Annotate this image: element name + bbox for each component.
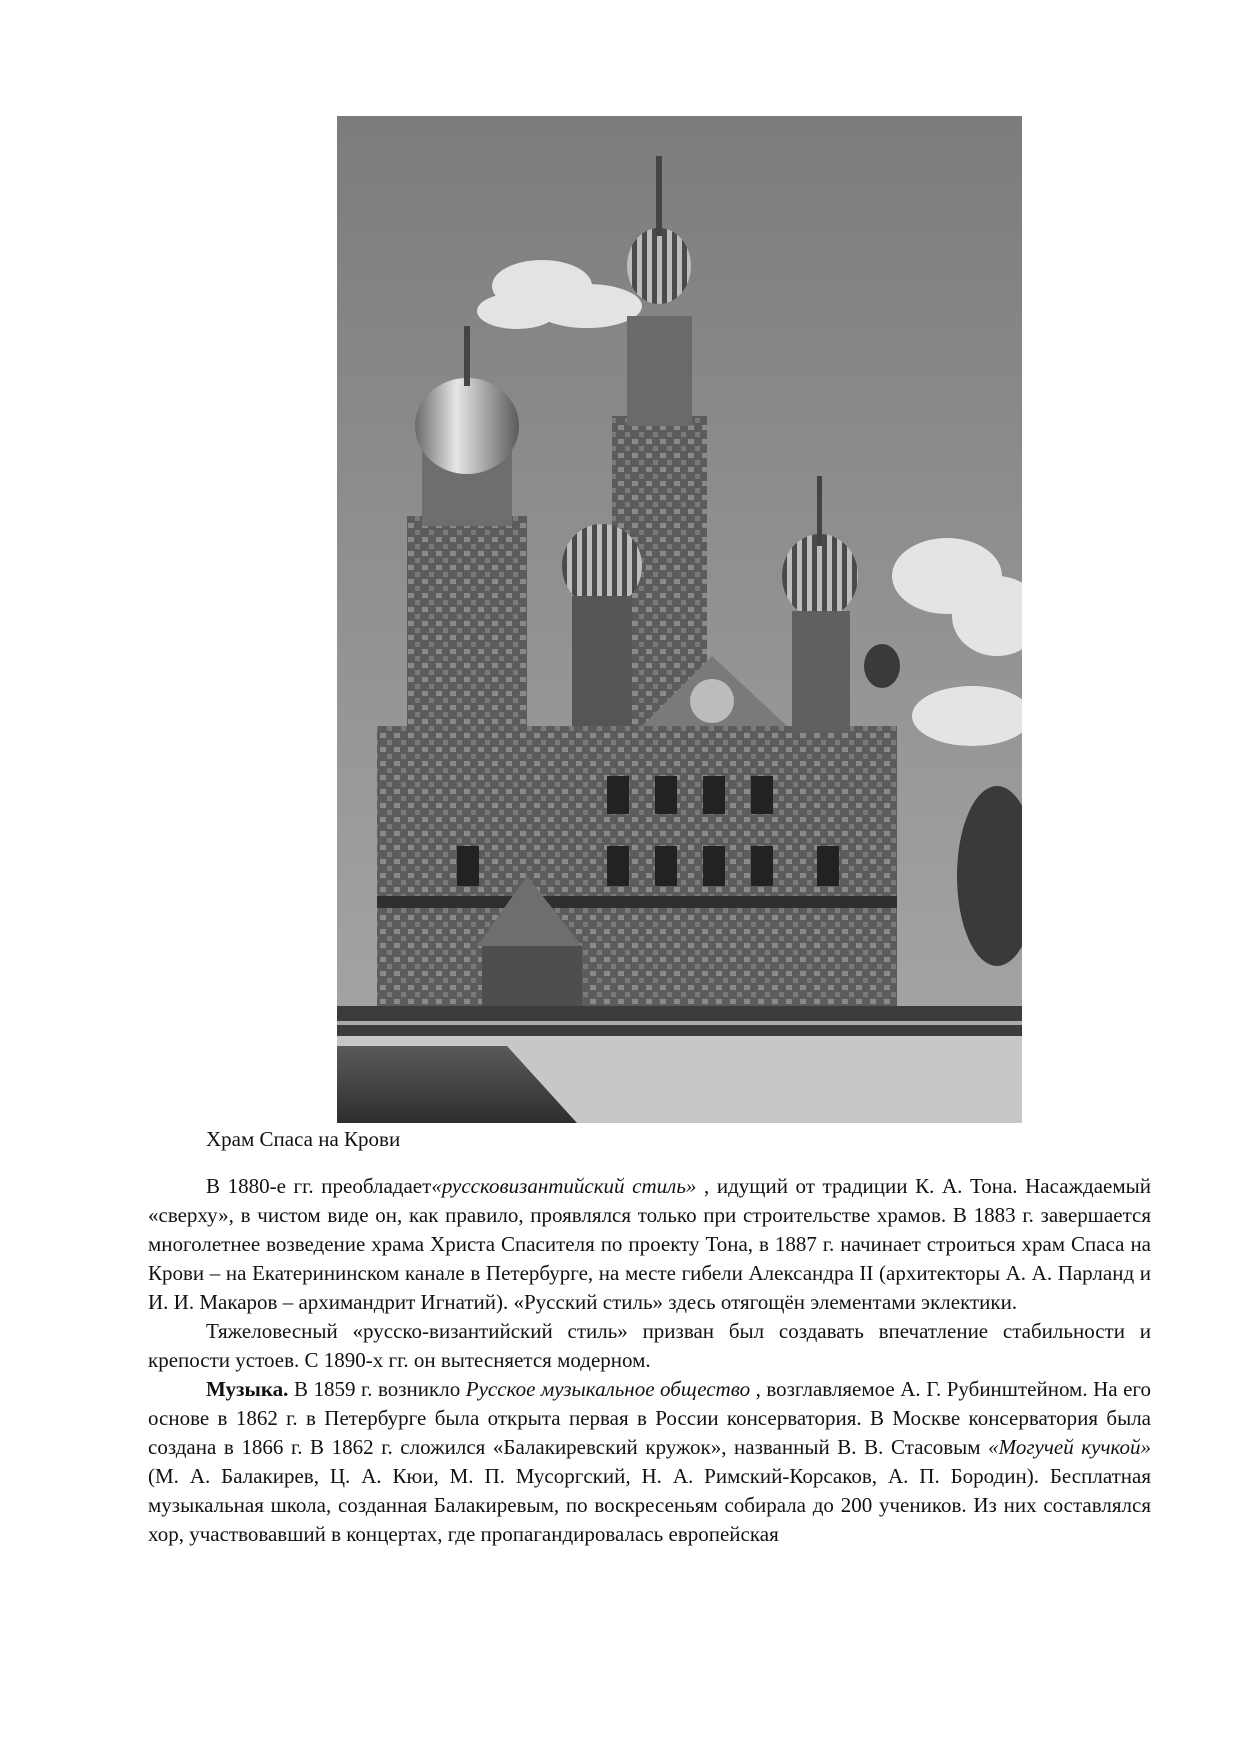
- paragraph-2: [148, 1317, 1151, 1375]
- text-run: Тяжеловесный «русско-византийский стиль» призван был создавать впечатление стабильности и крепости устоев. С 1890-х гг. он вытесняется модерном.: [148, 1319, 1151, 1372]
- text-run: (М. А. Балакирев, Ц. А. Кюи, М. П. Мусоргский, Н. А. Римский-Корсаков, А. П. Бородин). Бесплатная музыкальная школа, созданная Балакиревым, по воскресеньям собирала до 200 учеников. Из них составлялся хор, участвовавший в концертах, где пропагандировалась европейская: [148, 1464, 1151, 1546]
- text-run: , возглавляемое А. Г. Рубинштейном. На его основе в 1862 г. в Петербурге была открыта первая в России консерватория. В Москве консерватория была создана в 1866 г. В 1862 г. сложился «Балакиревский кружок», названный В. В. Стасовым: [148, 1377, 1152, 1459]
- text-run: , идущий от традиции К. А. Тона. Насаждаемый «сверху», в чистом виде он, как правило, проявлялся только при строительстве храмов. В 1883 г. завершается многолетнее возведение храма Христа Спасителя по проекту Тона, в 1887 г. начинает строиться храм Спаса на Крови – на Екатерининском канале в Петербурге, на месте гибели Александра II (архитекторы А. А. Парланд и И. И. Макаров – архимандрит Игнатий). «Русский стиль» здесь отягощён элементами эклектики.: [148, 1174, 1152, 1314]
- text-run: В 1880-е гг. преобладает: [206, 1174, 432, 1198]
- cathedral-photo: [337, 116, 1022, 1123]
- text-run: Музыка.: [206, 1377, 289, 1401]
- text-run: В 1859 г. возникло: [288, 1377, 466, 1401]
- text-run: «руссковизантийский стиль»: [431, 1174, 697, 1198]
- figure-caption: Храм Спаса на Крови: [206, 1127, 401, 1151]
- paragraph-1: [148, 1172, 1151, 1317]
- text-run: Русское музыкальное общество: [465, 1377, 751, 1401]
- cathedral-illustration: [337, 116, 1022, 1123]
- text-run: «Могучей кучкой»: [988, 1435, 1151, 1459]
- paragraph-3: [148, 1375, 1151, 1549]
- body-text: [148, 1172, 1151, 1549]
